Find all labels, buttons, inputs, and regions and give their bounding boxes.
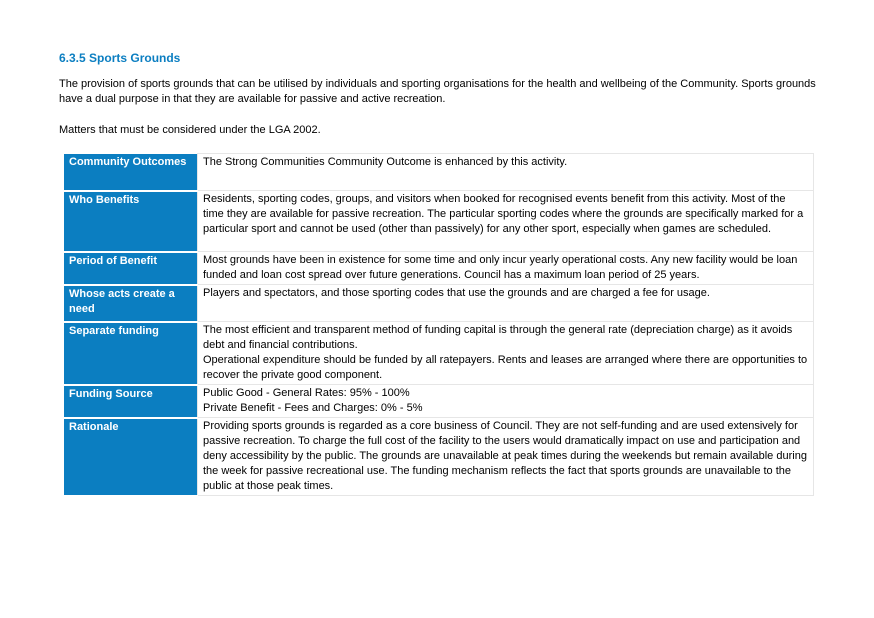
row-value-line: Public Good - General Rates: 95% - 100%: [203, 387, 410, 399]
row-value-line: The most efficient and transparent method of funding capital is through the general rate (depreciation charge) as it avoids debt and financial contributions.: [203, 324, 793, 351]
table-row: [64, 418, 814, 496]
table-row: [64, 385, 814, 418]
row-value: [198, 322, 814, 385]
table-row: [64, 191, 814, 252]
row-value-line: Providing sports grounds is regarded as a core business of Council. They are not self-funding and are used extensively for passive recreation. To charge the full cost of the facility to the users would dramatically impact on use and participation and deny accessibility by the public. The grounds are unavailable at peak times during the weekends but remain available during the week for passive recreational use. The funding mechanism reflects the fact that sports grounds are unavailable to the public at those peak times.: [203, 420, 807, 492]
matters-paragraph: Matters that must be considered under the LGA 2002.: [59, 124, 321, 136]
row-value-line: Residents, sporting codes, groups, and visitors when booked for recognised events benefit from this activity. Most of the time they are available for passive recreation. The particular sporting codes where the grounds are specifically marked for a particular sport and cannot be used (other than passively) for any other sport, especially when games are scheduled.: [203, 193, 804, 235]
row-value-line: Most grounds have been in existence for some time and only incur yearly operational costs. Any new facility would be loan funded and loan cost spread over future generations. Council has a maximum loan period of 25 years.: [203, 254, 798, 281]
table-row: [64, 252, 814, 285]
table-row: [64, 322, 814, 385]
row-value: [198, 252, 814, 285]
row-label: Funding Source: [64, 385, 198, 418]
row-value-line: Private Benefit - Fees and Charges: 0% - 5%: [203, 402, 423, 414]
row-value-line: Players and spectators, and those sporting codes that use the grounds and are charged a fee for usage.: [203, 287, 710, 299]
table-row: [64, 154, 814, 191]
section-heading: 6.3.5 Sports Grounds: [59, 51, 181, 65]
row-label: Who Benefits: [64, 191, 198, 252]
row-value: [198, 385, 814, 418]
row-label: Period of Benefit: [64, 252, 198, 285]
row-label: Rationale: [64, 418, 198, 496]
row-value-line: Operational expenditure should be funded by all ratepayers. Rents and leases are arranged where there are opportunities to recover the private good component.: [203, 354, 808, 381]
table-row: [64, 285, 814, 322]
row-value: [198, 285, 814, 322]
row-label: Whose acts create a need: [64, 285, 198, 322]
row-value-line: The Strong Communities Community Outcome is enhanced by this activity.: [203, 156, 568, 168]
row-label: Community Outcomes: [64, 154, 198, 191]
funding-table: [64, 153, 814, 497]
row-value: [198, 418, 814, 496]
intro-paragraph: The provision of sports grounds that can be utilised by individuals and sporting organisations for the health and wellbeing of the Community. Sports grounds have a dual purpose in that they are available for passive and active recreation.: [59, 78, 816, 105]
row-value: [198, 154, 814, 191]
row-label: Separate funding: [64, 322, 198, 385]
row-value: [198, 191, 814, 252]
